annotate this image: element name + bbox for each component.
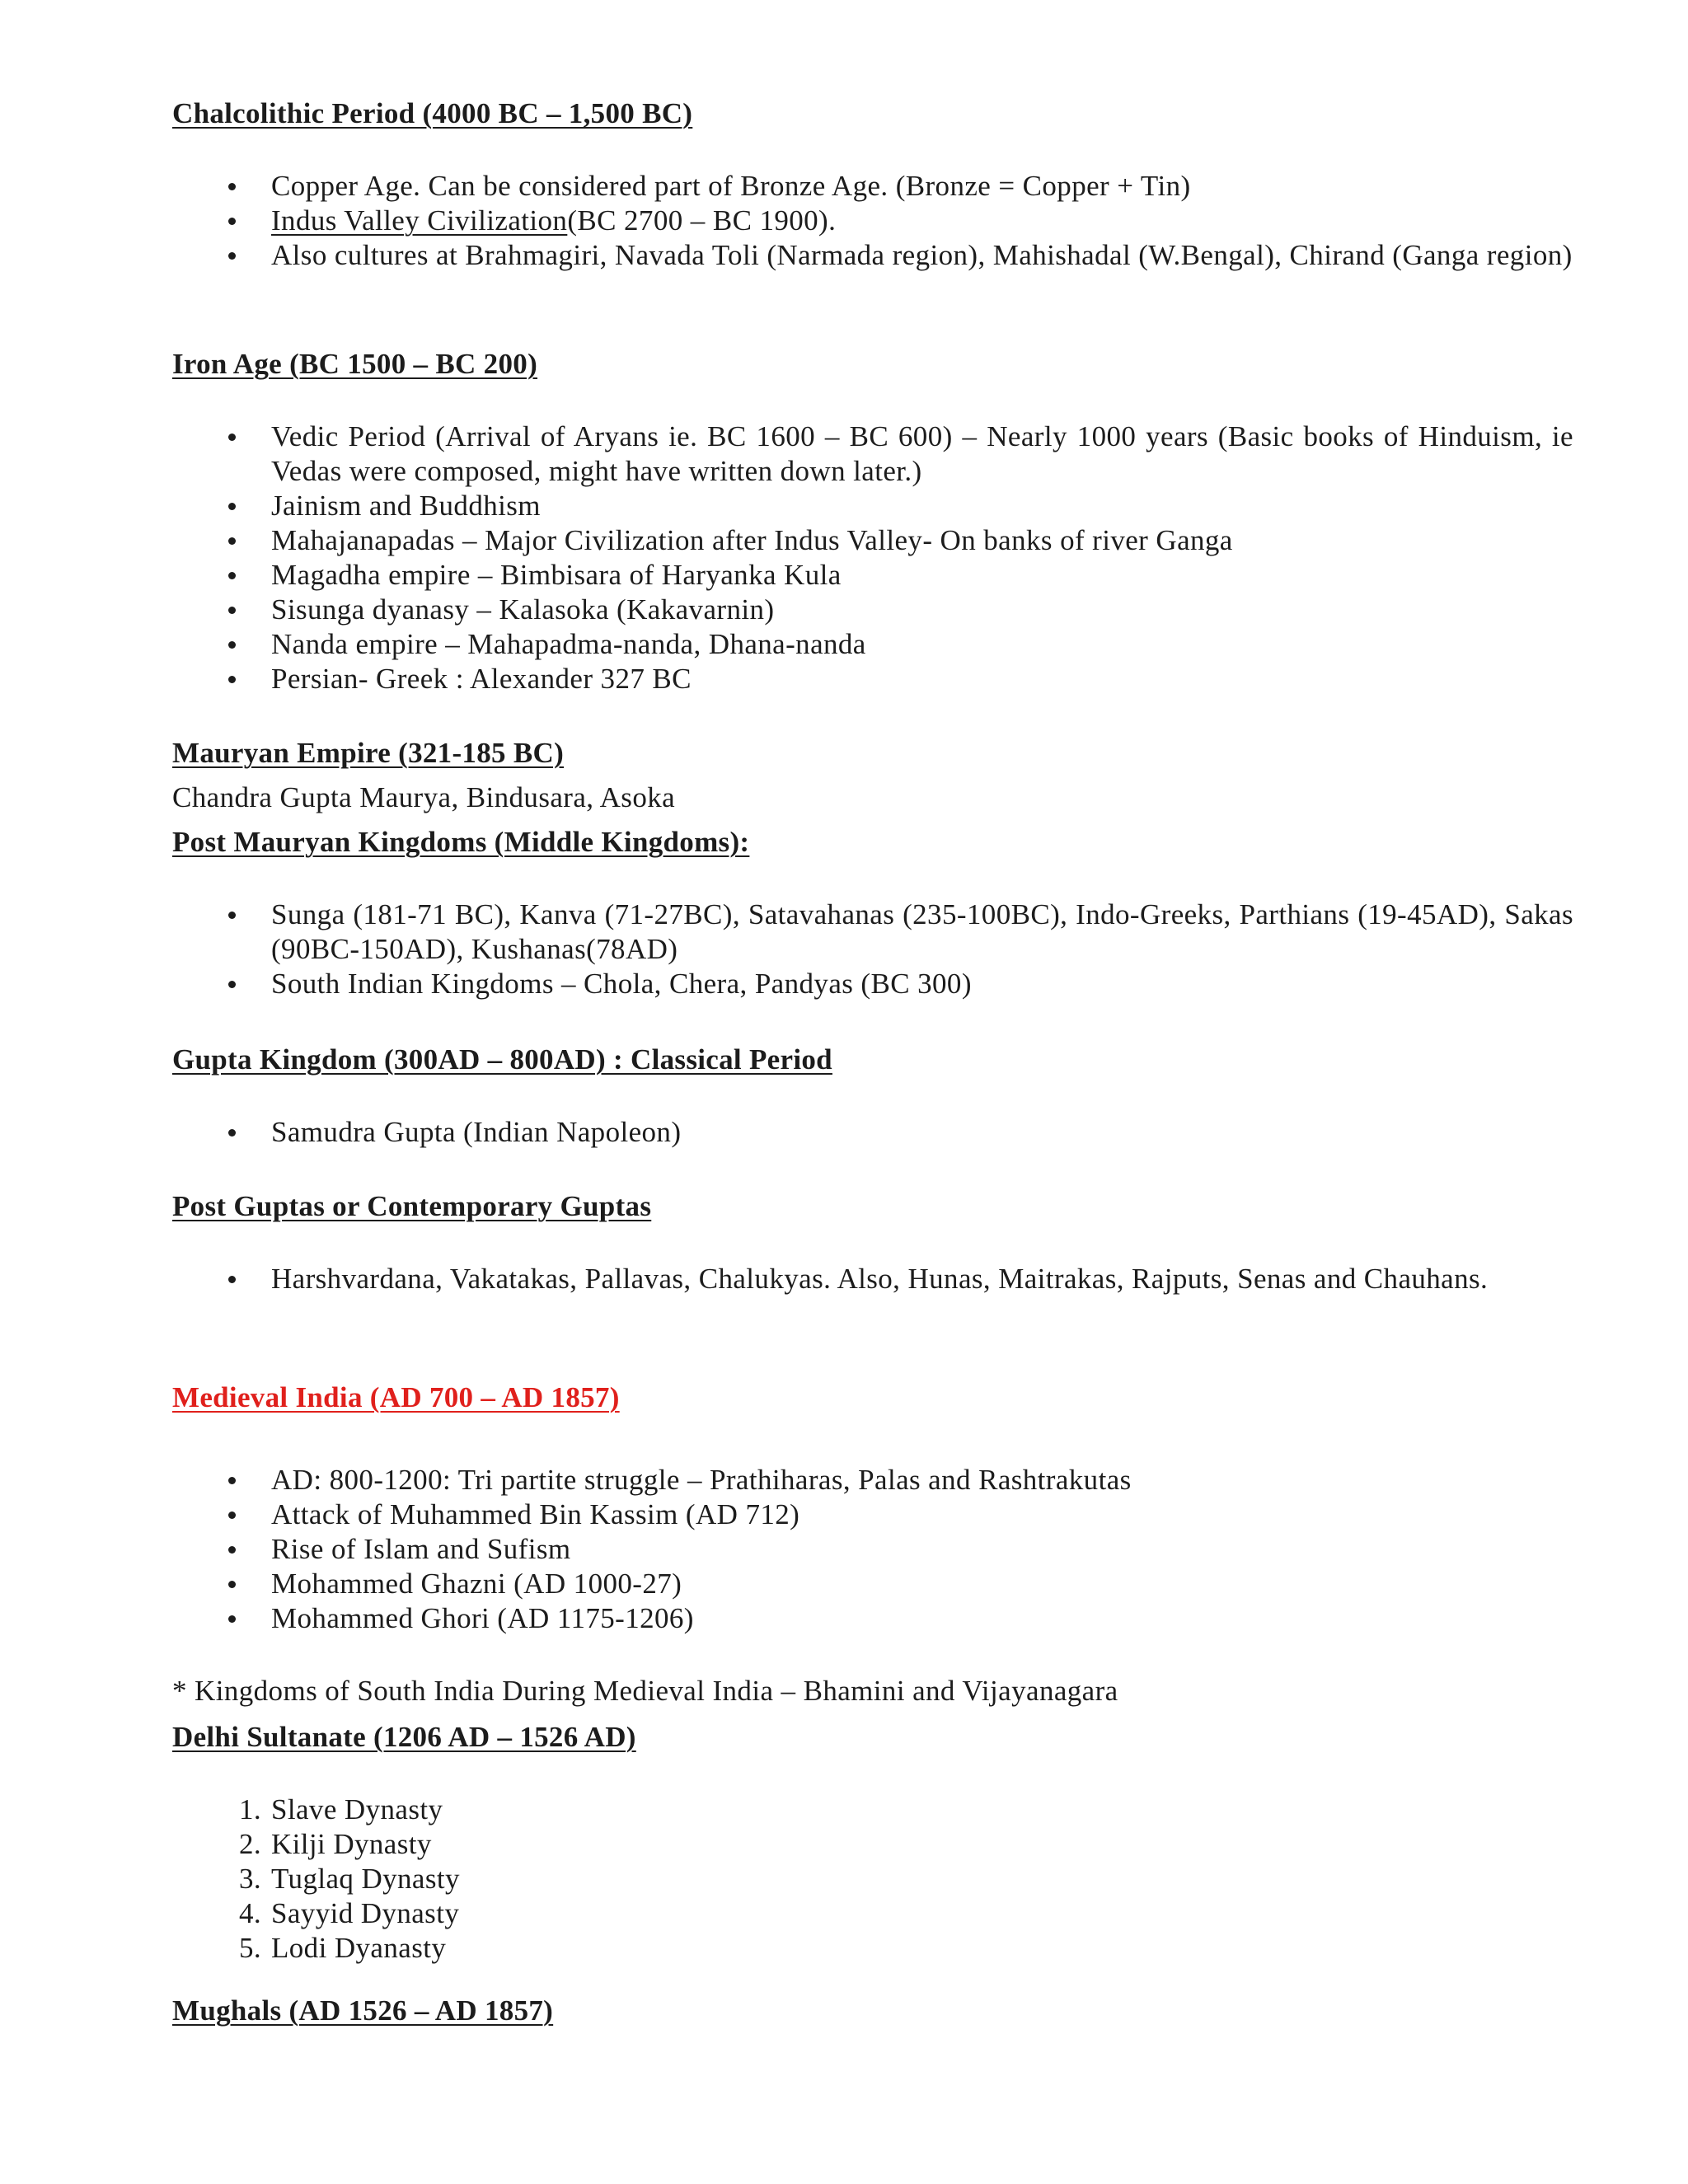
- list-item: Copper Age. Can be considered part of Bronze Age. (Bronze = Copper + Tin): [271, 170, 1191, 202]
- indus-valley-link[interactable]: Indus Valley Civilization: [271, 204, 568, 237]
- list-item: 2. Kilji Dynasty: [172, 1827, 1573, 1862]
- heading-chalcolithic: Chalcolithic Period (4000 BC – 1,500 BC): [172, 97, 693, 129]
- list-gupta: [172, 1115, 1573, 1150]
- heading-post-mauryan: Post Mauryan Kingdoms (Middle Kingdoms):: [172, 826, 750, 858]
- list-item: Samudra Gupta (Indian Napoleon): [271, 1116, 682, 1148]
- list-chalcolithic: [172, 169, 1573, 273]
- heading-gupta-kingdom: Gupta Kingdom (300AD – 800AD) : Classical Period: [172, 1043, 832, 1076]
- list-post-mauryan: [172, 898, 1573, 1001]
- list-item: Magadha empire – Bimbisara of Haryanka Kula: [271, 559, 842, 591]
- south-india-note: * Kingdoms of South India During Medieval India – Bhamini and Vijayanagara: [172, 1675, 1118, 1707]
- list-number: 1.: [238, 1793, 261, 1825]
- list-item: Also cultures at Brahmagiri, Navada Toli (Narmada region), Mahishadal (W.Bengal), Chirand (Ganga region): [271, 239, 1573, 271]
- list-number: 2.: [238, 1828, 261, 1860]
- list-item: 4. Sayyid Dynasty: [172, 1896, 1573, 1931]
- list-item: Harshvardana, Vakatakas, Pallavas, Chalukyas. Also, Hunas, Maitrakas, Rajputs, Senas and Chauhans.: [271, 1263, 1489, 1295]
- list-item: Mohammed Ghazni (AD 1000-27): [271, 1568, 682, 1600]
- heading-mughals: Mughals (AD 1526 – AD 1857): [172, 1994, 554, 2027]
- heading-iron-age: Iron Age (BC 1500 – BC 200): [172, 348, 538, 380]
- heading-medieval-india: Medieval India (AD 700 – AD 1857): [172, 1381, 620, 1413]
- list-item: Mohammed Ghori (AD 1175-1206): [271, 1602, 694, 1634]
- list-delhi-sultanate: [172, 1793, 1573, 1966]
- mauryan-rulers-text: Chandra Gupta Maurya, Bindusara, Asoka: [172, 781, 676, 813]
- list-iron-age: [172, 419, 1573, 696]
- heading-mauryan-empire: Mauryan Empire (321-185 BC): [172, 737, 565, 769]
- list-item: Attack of Muhammed Bin Kassim (AD 712): [271, 1498, 800, 1530]
- heading-delhi-sultanate: Delhi Sultanate (1206 AD – 1526 AD): [172, 1721, 636, 1753]
- list-item: Indus Valley Civilization(BC 2700 – BC 1900).: [271, 204, 837, 237]
- list-item: Persian- Greek : Alexander 327 BC: [271, 663, 692, 695]
- list-item: Jainism and Buddhism: [271, 490, 541, 522]
- list-medieval: [172, 1463, 1573, 1636]
- list-number: 4.: [238, 1897, 261, 1929]
- list-item: AD: 800-1200: Tri partite struggle – Prathiharas, Palas and Rashtrakutas: [271, 1464, 1132, 1496]
- list-item: Mahajanapadas – Major Civilization after Indus Valley- On banks of river Ganga: [271, 524, 1233, 556]
- list-item: Sisunga dyanasy – Kalasoka (Kakavarnin): [271, 593, 775, 626]
- list-item: Vedic Period (Arrival of Aryans ie. BC 1600 – BC 600) – Nearly 1000 years (Basic books of Hinduism, ie Vedas were composed, might have written down later.): [271, 420, 1573, 487]
- heading-post-guptas: Post Guptas or Contemporary Guptas: [172, 1190, 652, 1222]
- list-post-guptas: [172, 1262, 1573, 1296]
- list-item: Sunga (181-71 BC), Kanva (71-27BC), Satavahanas (235-100BC), Indo-Greeks, Parthians (19-45AD), Sakas (90BC-150AD), Kushanas(78AD): [271, 898, 1573, 965]
- list-number: 3.: [238, 1863, 261, 1895]
- list-item: Nanda empire – Mahapadma-nanda, Dhana-nanda: [271, 628, 866, 660]
- list-item: 3. Tuglaq Dynasty: [172, 1862, 1573, 1896]
- list-item: 1. Slave Dynasty: [172, 1793, 1573, 1827]
- list-item: Rise of Islam and Sufism: [271, 1533, 571, 1565]
- list-item: South Indian Kingdoms – Chola, Chera, Pandyas (BC 300): [271, 968, 972, 1000]
- list-item: 5. Lodi Dyanasty: [172, 1931, 1573, 1966]
- list-number: 5.: [238, 1932, 261, 1964]
